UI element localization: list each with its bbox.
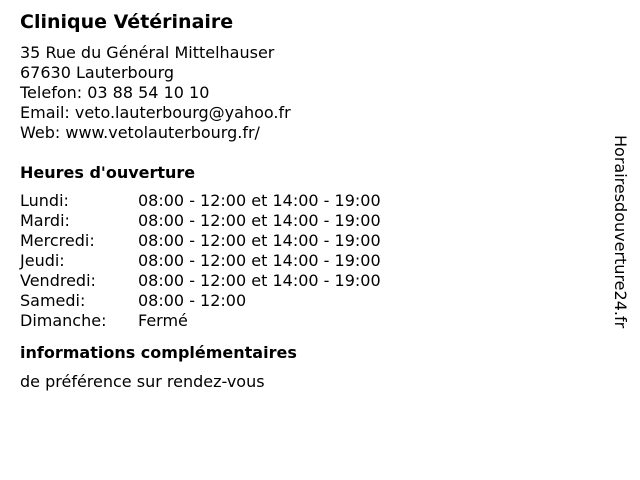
day-label: Vendredi: — [20, 271, 96, 290]
day-label: Dimanche: — [20, 311, 107, 330]
business-card — [20, 10, 580, 392]
day-hours: 08:00 - 12:00 et 14:00 - 19:00 — [138, 251, 381, 270]
phone-line: Telefon: 03 88 54 10 10 — [20, 83, 210, 102]
brand-watermark: Horairesdouverture24.fr — [611, 135, 630, 329]
hours-row-jeudi — [20, 251, 580, 271]
day-hours: Fermé — [138, 311, 188, 330]
day-hours: 08:00 - 12:00 — [138, 291, 247, 310]
day-hours: 08:00 - 12:00 et 14:00 - 19:00 — [138, 231, 381, 250]
hours-row-dimanche — [20, 311, 580, 331]
opening-hours-list — [20, 191, 580, 331]
address-line-1: 35 Rue du Général Mittelhauser — [20, 43, 275, 62]
day-label: Samedi: — [20, 291, 86, 310]
day-label: Mardi: — [20, 211, 70, 230]
hours-row-mardi — [20, 211, 580, 231]
additional-info-text: de préférence sur rendez-vous — [20, 372, 265, 391]
day-label: Lundi: — [20, 191, 69, 210]
hours-row-mercredi — [20, 231, 580, 251]
day-label: Jeudi: — [20, 251, 65, 270]
hours-row-lundi — [20, 191, 580, 211]
day-hours: 08:00 - 12:00 et 14:00 - 19:00 — [138, 191, 381, 210]
address-line-2: 67630 Lauterbourg — [20, 63, 175, 82]
opening-hours-title: Heures d'ouverture — [20, 163, 196, 182]
day-label: Mercredi: — [20, 231, 95, 250]
additional-info-title: informations complémentaires — [20, 343, 297, 362]
day-hours: 08:00 - 12:00 et 14:00 - 19:00 — [138, 211, 381, 230]
day-hours: 08:00 - 12:00 et 14:00 - 19:00 — [138, 271, 381, 290]
website-line: Web: www.vetolauterbourg.fr/ — [20, 123, 260, 142]
business-name: Clinique Vétérinaire — [20, 11, 234, 33]
email-line: Email: veto.lauterbourg@yahoo.fr — [20, 103, 291, 122]
hours-row-samedi — [20, 291, 580, 311]
hours-row-vendredi — [20, 271, 580, 291]
